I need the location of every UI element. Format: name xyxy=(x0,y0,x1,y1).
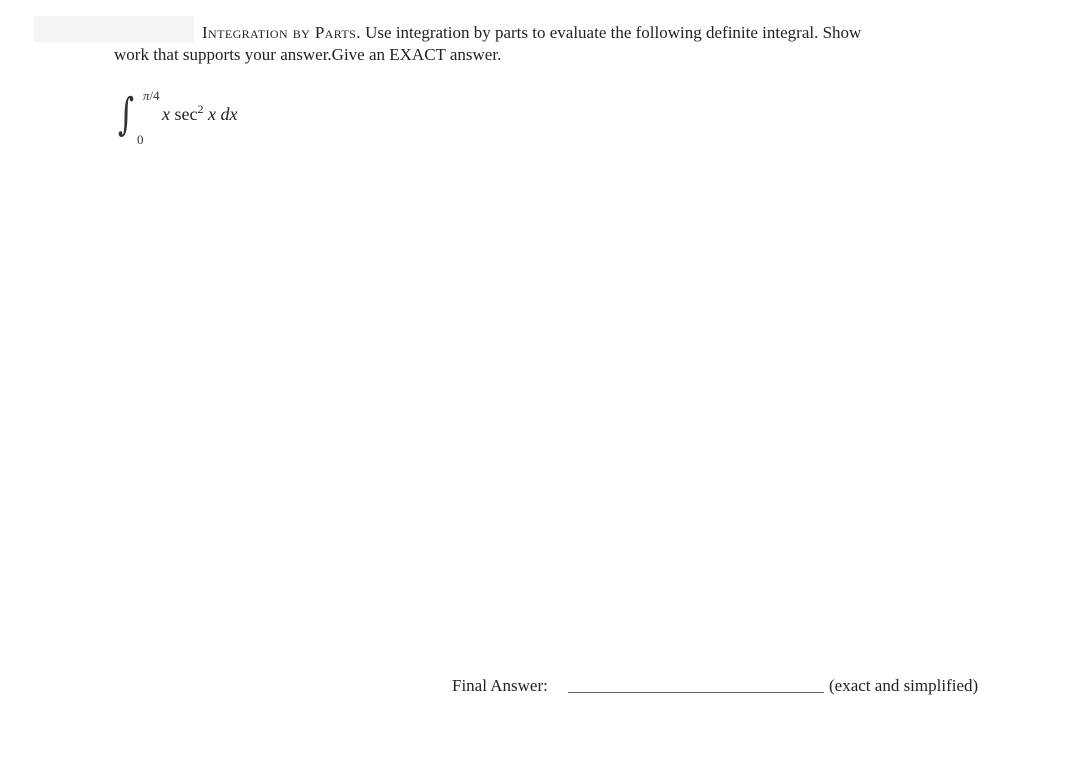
integrand-differential: dx xyxy=(220,104,238,124)
integrand xyxy=(162,104,237,125)
integrand-x: x xyxy=(162,104,170,124)
integrand-exponent: 2 xyxy=(197,102,204,116)
final-answer-row xyxy=(452,676,1012,700)
problem-title: Integration by Parts. xyxy=(202,23,361,42)
integral-sign: ∫ xyxy=(118,89,135,140)
final-answer-blank[interactable] xyxy=(568,692,824,693)
problem-instruction-1: Use integration by parts to evaluate the following definite integral. Show xyxy=(365,23,862,42)
integrand-function: sec xyxy=(174,104,198,124)
problem-instruction-2: work that supports your answer.Give an EXACT answer. xyxy=(114,45,502,64)
integrand-argument: x xyxy=(207,104,216,124)
problem-statement xyxy=(114,22,1004,66)
problem-line-1 xyxy=(114,22,1004,44)
upper-limit-rest: /4 xyxy=(149,88,160,103)
upper-limit xyxy=(143,88,160,104)
upper-limit-pi: π xyxy=(143,88,150,103)
problem-line-2 xyxy=(114,44,1004,66)
final-answer-note: (exact and simplified) xyxy=(829,676,979,695)
lower-limit: 0 xyxy=(137,132,144,147)
final-answer-label: Final Answer: xyxy=(452,676,548,695)
integral-expression xyxy=(116,88,316,158)
